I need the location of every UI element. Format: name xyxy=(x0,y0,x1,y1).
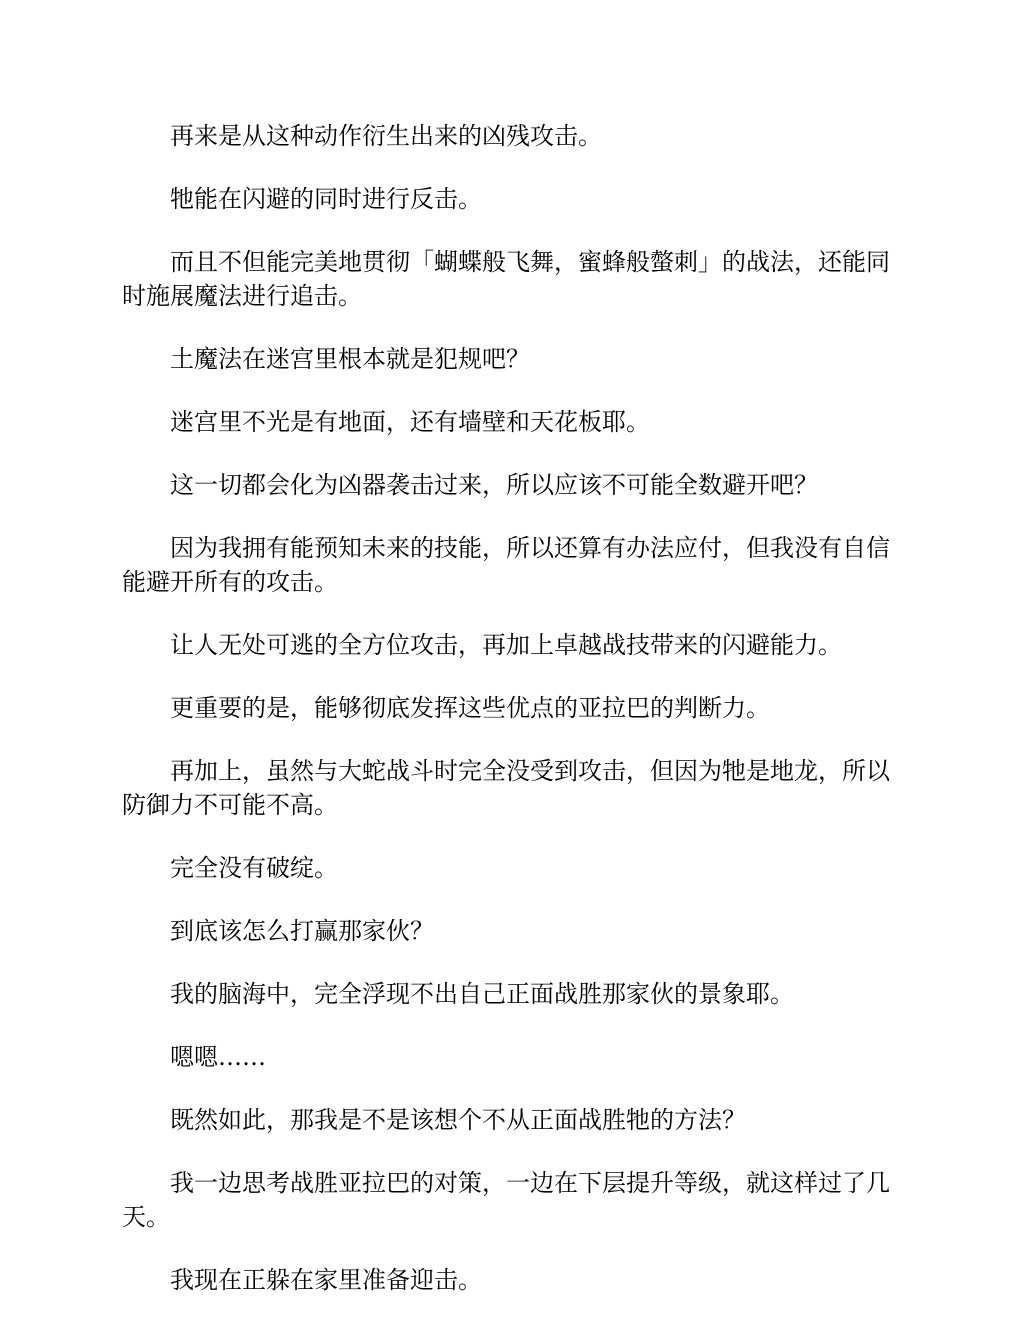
paragraph: 而且不但能完美地贯彻「蝴蝶般飞舞，蜜蜂般螫刺」的战法，还能同时施展魔法进行追击。 xyxy=(122,248,890,310)
paragraph: 牠能在闪避的同时进行反击。 xyxy=(170,185,482,213)
paragraph: 更重要的是，能够彻底发挥这些优点的亚拉巴的判断力。 xyxy=(170,694,770,722)
paragraph: 迷宫里不光是有地面，还有墙壁和天花板耶。 xyxy=(170,408,650,436)
paragraph: 再加上，虽然与大蛇战斗时完全没受到攻击，但因为牠是地龙，所以防御力不可能不高。 xyxy=(122,757,890,819)
paragraph: 我一边思考战胜亚拉巴的对策，一边在下层提升等级，就这样过了几天。 xyxy=(122,1169,890,1231)
paragraph: 我现在正躲在家里准备迎击。 xyxy=(170,1266,482,1294)
paragraph: 这一切都会化为凶器袭击过来，所以应该不可能全数避开吧？ xyxy=(170,471,818,499)
paragraph: 再来是从这种动作衍生出来的凶残攻击。 xyxy=(170,122,602,150)
paragraph: 嗯嗯…… xyxy=(170,1043,266,1071)
paragraph: 土魔法在迷宫里根本就是犯规吧？ xyxy=(170,345,530,373)
paragraph: 我的脑海中，完全浮现不出自己正面战胜那家伙的景象耶。 xyxy=(170,980,794,1008)
text-body xyxy=(122,119,900,1326)
paragraph: 因为我拥有能预知未来的技能，所以还算有办法应付，但我没有自信能避开所有的攻击。 xyxy=(122,534,890,596)
paragraph: 既然如此，那我是不是该想个不从正面战胜牠的方法？ xyxy=(170,1106,746,1134)
paragraph: 完全没有破绽。 xyxy=(170,854,338,882)
paragraph: 让人无处可逃的全方位攻击，再加上卓越战技带来的闪避能力。 xyxy=(170,631,842,659)
paragraph: 到底该怎么打赢那家伙？ xyxy=(170,917,434,945)
